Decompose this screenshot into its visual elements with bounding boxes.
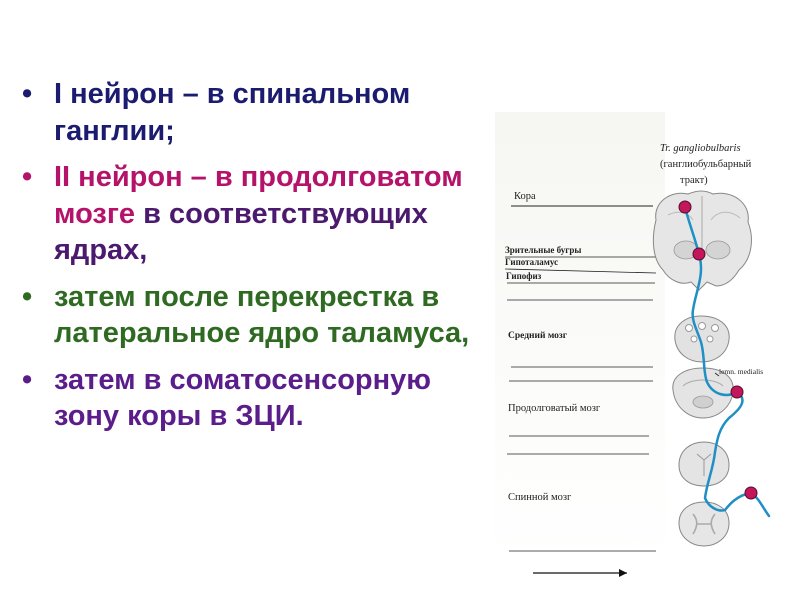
bullet-text-colored: II нейрон – в продолговатом мозге [54, 161, 463, 230]
label-cortex: Кора [514, 191, 536, 202]
label-thalamus: Зрительные бугры [505, 245, 582, 255]
bullet-text: затем после перекрестка в латеральное ядро таламуса, [54, 280, 470, 349]
neuron-ganglion-dot [745, 487, 757, 499]
neuron-thalamus-dot [693, 248, 705, 260]
bullet-text: затем в соматосенсорную зону коры в ЗЦИ. [54, 363, 432, 432]
spinal-cord-section [679, 502, 729, 546]
bullet-marker: • [22, 161, 33, 193]
bullet-marker: • [22, 363, 33, 396]
bullet-second-neuron [22, 159, 492, 269]
bullet-marker: • [22, 78, 33, 110]
neuron-cortex-dot [679, 201, 691, 213]
bullet-marker: • [22, 280, 33, 313]
label-pituitary: Гипофиз [506, 271, 542, 281]
label-spinal-cord: Спинной мозг [508, 492, 572, 503]
pathway-diagram [493, 110, 790, 580]
bullet-first-neuron [22, 76, 492, 149]
label-hypothalamus: Гипоталамус [505, 257, 559, 267]
bullet-text: I нейрон – в спинальном ганглии; [54, 78, 411, 147]
pathway-svg [493, 110, 790, 580]
figure-title-line2: (ганглиобульбарный [660, 159, 752, 170]
figure-title-line1: Tr. gangliobulbaris [660, 143, 741, 154]
label-medulla: Продолговатый мозг [508, 403, 601, 414]
bullet-thalamus [22, 279, 492, 352]
bullet-list [22, 76, 492, 435]
bullet-text-tail: в соответствующих ядрах, [54, 197, 428, 266]
medulla-section [679, 442, 729, 486]
label-midbrain: Средний мозг [508, 331, 568, 341]
figure-title-line3: тракт) [680, 175, 708, 186]
bullet-cortex [22, 362, 492, 435]
neuron-medulla-dot [731, 386, 743, 398]
midbrain-section [675, 316, 729, 362]
label-lemniscus: lemn. medialis [719, 367, 764, 376]
